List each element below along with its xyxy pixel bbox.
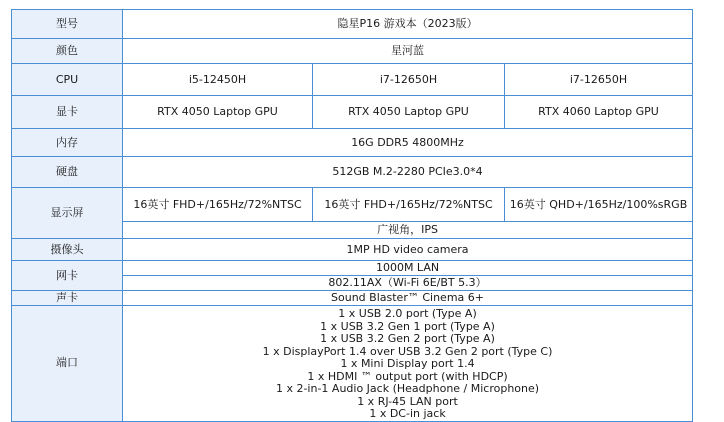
network-value-lan: 1000M LAN: [123, 261, 693, 276]
gpu-value-1: RTX 4050 Laptop GPU: [123, 96, 313, 129]
row-camera: [12, 239, 693, 261]
gpu-label: 显卡: [12, 96, 123, 129]
cpu-value-3: i7-12650H: [505, 64, 693, 96]
row-color: [12, 39, 693, 64]
model-label: 型号: [12, 10, 123, 39]
model-value: 隐星P16 游戏本（2023版）: [123, 10, 693, 39]
row-storage: [12, 157, 693, 188]
network-value-wifi: 802.11AX（Wi-Fi 6E/BT 5.3）: [123, 276, 693, 291]
port-line: 1 x DC-in jack: [369, 407, 446, 420]
row-model: [12, 10, 693, 39]
port-line: 1 x DisplayPort 1.4 over USB 3.2 Gen 2 port (Type C): [262, 344, 553, 358]
display-value-2: 16英寸 FHD+/165Hz/72%NTSC: [313, 188, 505, 222]
display-value-3: 16英寸 QHD+/165Hz/100%sRGB: [505, 188, 693, 222]
row-display: [12, 188, 693, 222]
sound-value: Sound Blaster™ Cinema 6+: [123, 291, 693, 306]
row-memory: [12, 129, 693, 157]
cpu-value-1: i5-12450H: [123, 64, 313, 96]
color-value: 星河蓝: [123, 39, 693, 64]
port-line: 1 x 2-in-1 Audio Jack (Headphone / Microphone): [275, 382, 540, 395]
cpu-label: CPU: [12, 64, 123, 96]
spec-table: [11, 9, 693, 422]
port-line: 1 x RJ-45 LAN port: [357, 394, 458, 408]
port-line: 1 x Mini Display port 1.4: [340, 357, 475, 370]
memory-value: 16G DDR5 4800MHz: [123, 129, 693, 157]
row-sound: [12, 291, 693, 306]
cpu-value-2: i7-12650H: [313, 64, 505, 96]
camera-label: 摄像头: [12, 239, 123, 261]
storage-label: 硬盘: [12, 157, 123, 188]
display-label: 显示屏: [12, 188, 123, 239]
sound-label: 声卡: [12, 291, 123, 306]
camera-value: 1MP HD video camera: [123, 239, 693, 261]
row-gpu: [12, 96, 693, 129]
port-line: 1 x HDMI ™ output port (with HDCP): [307, 369, 508, 383]
memory-label: 内存: [12, 129, 123, 157]
port-line: 1 x USB 3.2 Gen 2 port (Type A): [320, 332, 495, 345]
gpu-value-2: RTX 4050 Laptop GPU: [313, 96, 505, 129]
ports-label: 端口: [12, 306, 123, 422]
display-value-1: 16英寸 FHD+/165Hz/72%NTSC: [123, 188, 313, 222]
port-line: 1 x USB 3.2 Gen 1 port (Type A): [320, 319, 495, 333]
row-network-1: [12, 261, 693, 276]
gpu-value-3: RTX 4060 Laptop GPU: [505, 96, 693, 129]
ports-value: [123, 306, 693, 422]
color-label: 颜色: [12, 39, 123, 64]
row-cpu: [12, 64, 693, 96]
row-ports: [12, 306, 693, 422]
port-line: 1 x USB 2.0 port (Type A): [338, 307, 477, 320]
network-label: 网卡: [12, 261, 123, 291]
display-extra: 广视角，IPS: [123, 222, 693, 239]
storage-value: 512GB M.2-2280 PCIe3.0*4: [123, 157, 693, 188]
